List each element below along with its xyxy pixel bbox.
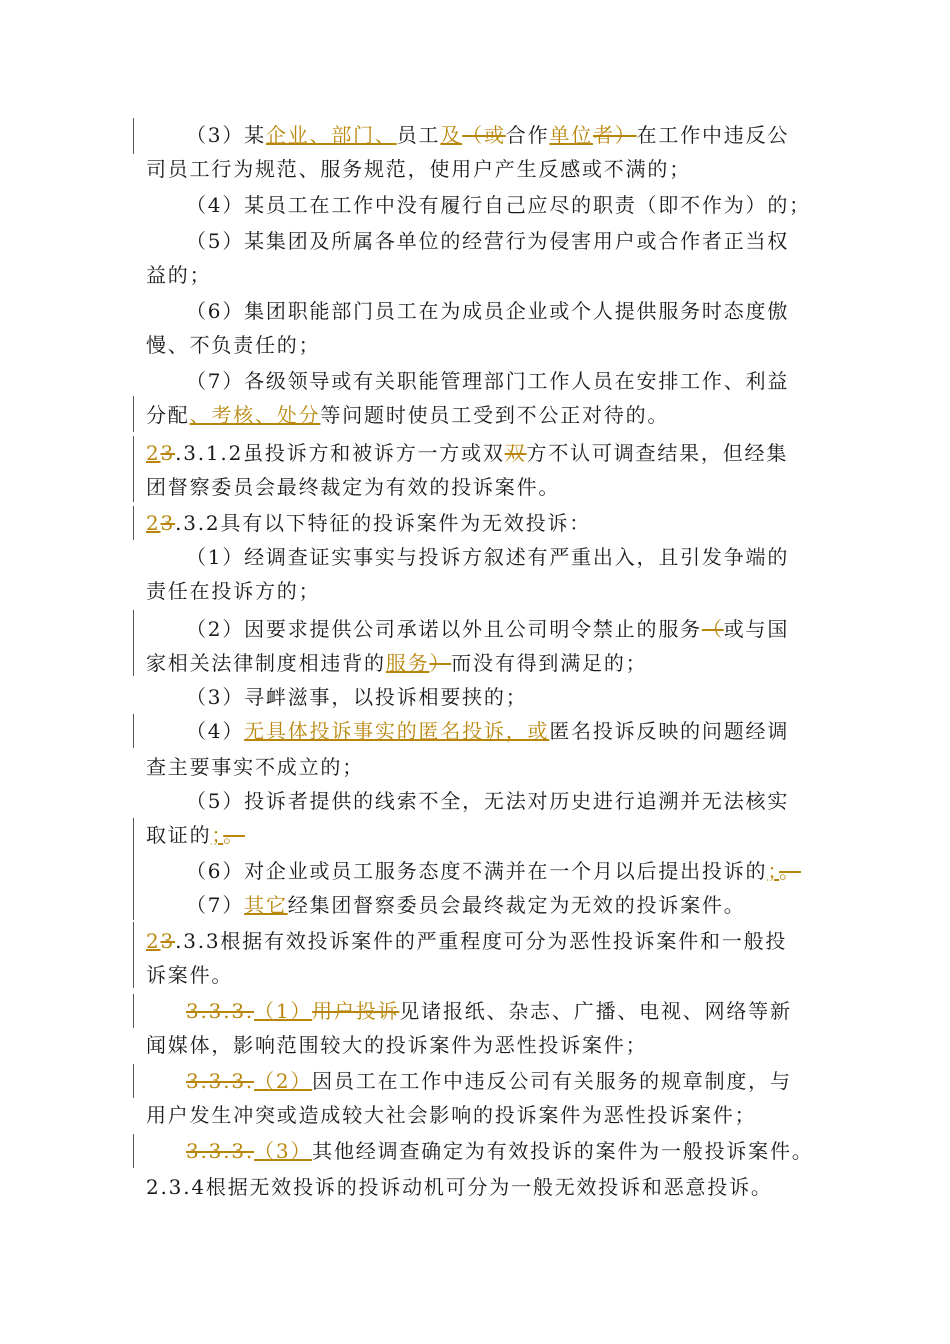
document-line (186, 854, 866, 888)
line-text: 其他经调查确定为有效投诉的案件为一般投诉案件。 (312, 1139, 814, 1163)
change-bar (133, 610, 134, 676)
line-text: （7） (186, 893, 245, 917)
line-text: 在工作中违反公 (636, 123, 790, 147)
line-text: 责任在投诉方的； (146, 579, 321, 603)
inserted-text: 企业、部门、 (265, 123, 397, 147)
change-bar (133, 922, 134, 988)
line-text: （5）某集团及所属各单位的经营行为侵害用户或合作者正当权 (186, 229, 790, 253)
line-text: 合作 (505, 123, 550, 147)
deleted-text: 用户投诉 (312, 999, 400, 1023)
change-bar (133, 818, 134, 852)
deleted-text: （或 (462, 123, 506, 147)
inserted-text: 、考核、处分 (189, 403, 321, 427)
change-bar (133, 506, 134, 540)
document-line (186, 118, 866, 152)
line-text: （5）投诉者提供的线索不全，无法对历史进行追溯并无法核实 (186, 789, 790, 813)
document-line (186, 1134, 866, 1168)
change-bar (133, 118, 134, 154)
deleted-text: 者） (593, 123, 637, 147)
document-line (186, 540, 866, 574)
document-line (146, 470, 826, 504)
document-line (186, 224, 866, 258)
document-line (146, 398, 826, 432)
deleted-text: ） (429, 651, 452, 675)
line-text: （7）各级领导或有关职能管理部门工作人员在安排工作、利益 (186, 369, 790, 393)
deleted-text: 3.3.3. (186, 999, 255, 1023)
document-line (186, 680, 866, 714)
document-line (146, 258, 826, 292)
document-line (146, 152, 826, 186)
document-line (146, 328, 826, 362)
line-text: （6）对企业或员工服务态度不满并在一个月以后提出投诉的 (186, 859, 768, 883)
line-text: 等问题时使员工受到不公正对待的。 (320, 403, 670, 427)
document-line (186, 714, 866, 748)
line-text: 司员工行为规范、服务规范，使用户产生反感或不满的； (146, 157, 691, 181)
inserted-text: ； (211, 823, 224, 847)
deleted-text: 3.3.3. (186, 1139, 255, 1163)
change-bar (133, 852, 134, 886)
line-text: 员工 (396, 123, 441, 147)
line-text: 或与国 (723, 617, 790, 641)
inserted-text: （3） (254, 1139, 313, 1163)
inserted-text: 服务 (385, 651, 430, 675)
line-text: 见诸报纸、杂志、广播、电视、网络等新 (399, 999, 792, 1023)
deleted-text: 3.3.3. (186, 1069, 255, 1093)
line-text: .3.3根据有效投诉案件的严重程度可分为恶性投诉案件和一般投 (175, 929, 788, 953)
change-bar (133, 714, 134, 748)
line-text: （3）某 (186, 123, 266, 147)
inserted-text: 及 (440, 123, 463, 147)
line-text: （3）寻衅滋事，以投诉相要挟的； (186, 685, 528, 709)
line-text: 取证的 (146, 823, 212, 847)
document-line (146, 750, 826, 784)
line-text: （6）集团职能部门员工在为成员企业或个人提供服务时态度傲 (186, 299, 790, 323)
inserted-text: 2 (146, 929, 161, 953)
deleted-text: 。 (223, 823, 246, 847)
inserted-text: （1） (254, 999, 313, 1023)
change-bar (133, 1134, 134, 1168)
line-text: 用户发生冲突或造成较大社会影响的投诉案件为恶性投诉案件； (146, 1103, 757, 1127)
deleted-text: 3 (160, 511, 176, 535)
line-text: 家相关法律制度相违背的 (146, 651, 386, 675)
line-text: 益的； (146, 263, 212, 287)
document-line (146, 818, 826, 852)
line-text: 2.3.4根据无效投诉的投诉动机可分为一般无效投诉和恶意投诉。 (146, 1175, 773, 1199)
document-line (146, 1028, 826, 1062)
line-text: 分配 (146, 403, 190, 427)
inserted-text: 单位 (549, 123, 593, 147)
line-text: （2）因要求提供公司承诺以外且公司明令禁止的服务 (186, 617, 702, 641)
inserted-text: （2） (254, 1069, 313, 1093)
document-line (146, 1170, 826, 1204)
inserted-text: 2 (146, 441, 161, 465)
line-text: 闻媒体，影响范围较大的投诉案件为恶性投诉案件； (146, 1033, 648, 1057)
line-text: （4）某员工在工作中没有履行自己应尽的职责（即不作为）的； (186, 193, 811, 217)
change-bar (133, 886, 134, 920)
document-line (186, 888, 866, 922)
document-line (146, 436, 826, 470)
deleted-text: （ (701, 617, 724, 641)
line-text: 因员工在工作中违反公司有关服务的规章制度，与 (312, 1069, 792, 1093)
document-line (186, 784, 866, 818)
document-line (146, 506, 826, 540)
line-text: .3.1.2虽投诉方和被诉方一方或双 (175, 441, 505, 465)
line-text: 慢、不负责任的； (146, 333, 321, 357)
deleted-text: 双 (504, 441, 527, 465)
line-text: 诉案件。 (146, 963, 234, 987)
change-bar (133, 994, 134, 1028)
change-bar (133, 396, 134, 432)
line-text: 方不认可调查结果，但经集 (526, 441, 789, 465)
document-line (186, 188, 866, 222)
document-line (186, 612, 866, 646)
inserted-text: 其它 (244, 893, 288, 917)
change-bar (133, 436, 134, 502)
line-text: 团督察委员会最终裁定为有效的投诉案件。 (146, 475, 561, 499)
line-text: （1）经调查证实事实与投诉方叙述有严重出入，且引发争端的 (186, 545, 790, 569)
deleted-text: 3 (160, 929, 176, 953)
document-line (186, 1064, 866, 1098)
document-line (146, 958, 826, 992)
line-text: （4） (186, 719, 245, 743)
line-text: 查主要事实不成立的； (146, 755, 364, 779)
document-line (146, 574, 826, 608)
deleted-text: 3 (160, 441, 176, 465)
deleted-text: 。 (779, 859, 801, 883)
inserted-text: 2 (146, 511, 161, 535)
document-line (186, 994, 866, 1028)
document-line (146, 646, 826, 680)
inserted-text: 无具体投诉事实的匿名投诉，或 (244, 719, 550, 743)
document-line (146, 924, 826, 958)
document-line (146, 1098, 826, 1132)
line-text: 而没有得到满足的； (451, 651, 648, 675)
document-line (186, 294, 866, 328)
document-line (186, 364, 866, 398)
line-text: .3.2具有以下特征的投诉案件为无效投诉： (175, 511, 592, 535)
change-bar (133, 1064, 134, 1098)
line-text: 匿名投诉反映的问题经调 (549, 719, 790, 743)
line-text: 经集团督察委员会最终裁定为无效的投诉案件。 (287, 893, 746, 917)
inserted-text: ； (767, 859, 780, 883)
